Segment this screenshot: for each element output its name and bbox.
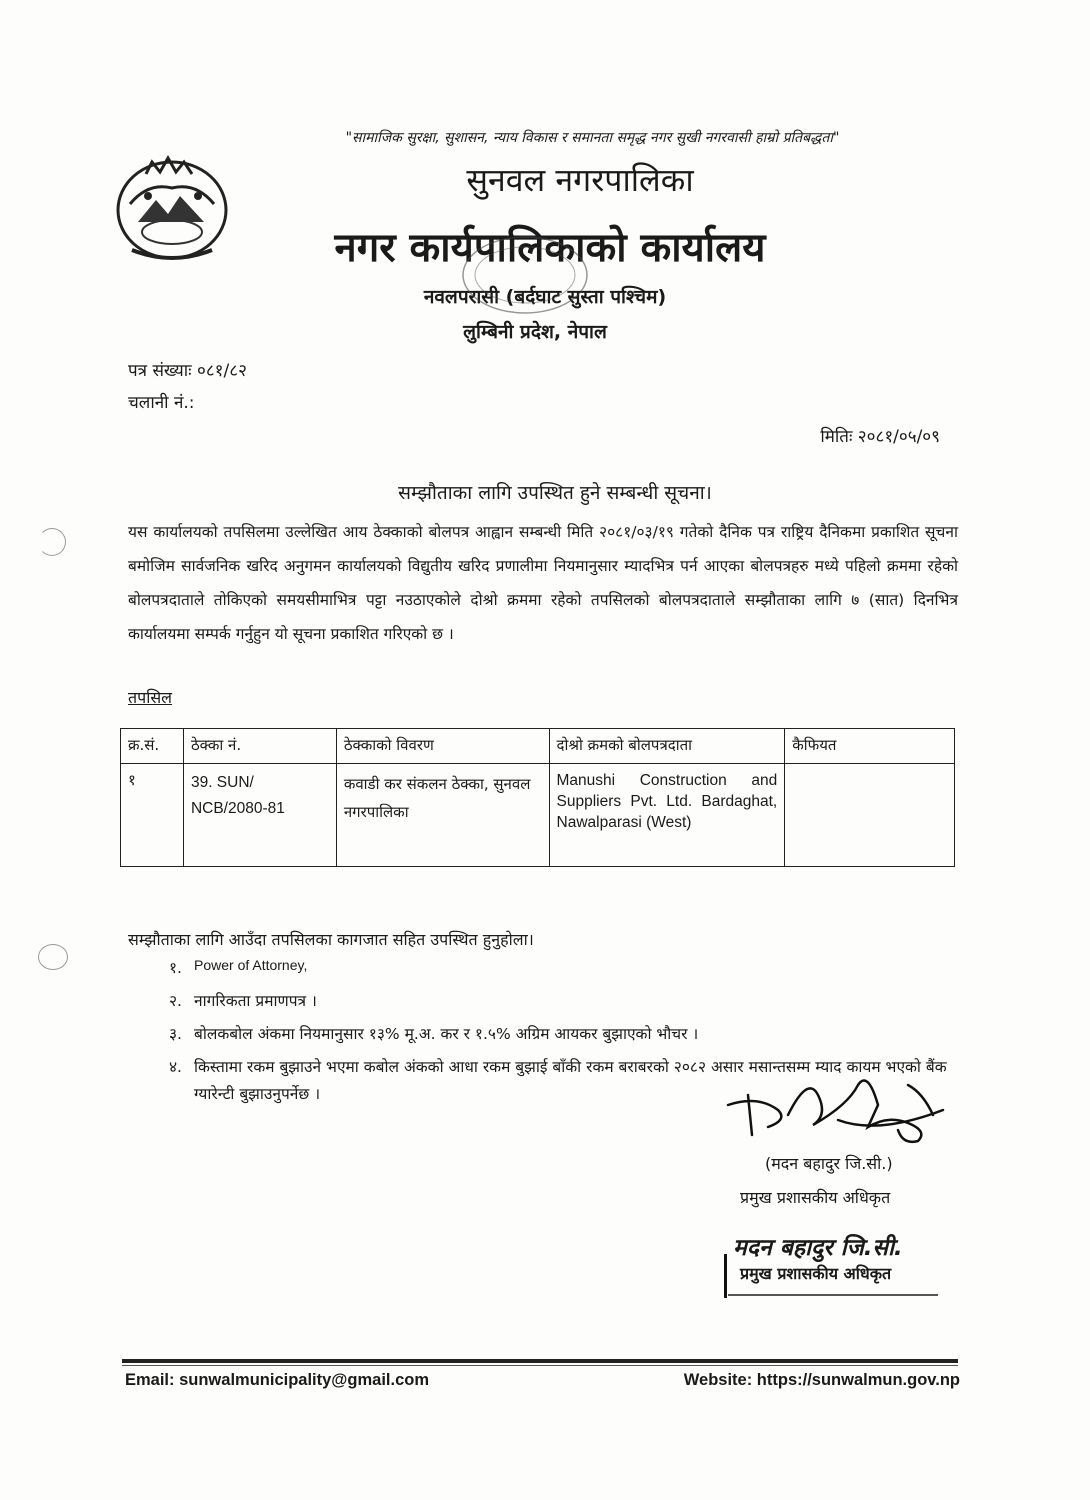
- signature-icon: [718, 1065, 958, 1150]
- footer-website[interactable]: Website: https://sunwalmun.gov.np: [683, 1371, 960, 1389]
- column-header: दोश्रो क्रमको बोलपत्रदाता: [549, 729, 785, 764]
- annex-label: तपसिल: [128, 688, 173, 707]
- municipality-name: सुनवल नगरपालिका: [466, 161, 694, 199]
- bidder-cell: Manushi Construction and Suppliers Pvt. Ltd. Bardaghat, Nawalparasi (West): [549, 764, 785, 867]
- dispatch-number: चलानी नं.:: [128, 393, 195, 413]
- address-line-1: नवलपरासी (बर्दघाट सुस्ता पश्चिम): [423, 286, 667, 308]
- punch-hole: [38, 944, 68, 970]
- letter-date: मितिः २०८१/०५/०९: [820, 427, 940, 447]
- office-name: नगर कार्यपालिकाको कार्यालय: [334, 225, 766, 271]
- column-header: कैफियत: [785, 729, 955, 764]
- list-item: [128, 955, 968, 982]
- list-item: [128, 1021, 968, 1048]
- nepal-emblem-icon: [108, 152, 236, 270]
- list-item-text: किस्तामा रकम बुझाउने भएमा कबोल अंकको आधा रकम बुझाई बाँकी रकम बराबरको २०८२ असार मसान्तसम्म म्याद कायम भएको बैंक ग्यारेन्टी बुझाउनुपर्नेछ ।: [194, 1058, 947, 1103]
- letter-number: पत्र संख्याः ०८१/८२: [128, 361, 247, 381]
- list-item-number: ३.: [169, 1025, 182, 1043]
- contract-number-cell: 39. SUN/ NCB/2080-81: [183, 764, 336, 867]
- list-item-text: नागरिकता प्रमाणपत्र ।: [194, 992, 317, 1010]
- description-cell: कवाडी कर संकलन ठेक्का, सुनवल नगरपालिका: [336, 764, 549, 867]
- footer-divider-thin: [122, 1365, 958, 1366]
- annex-table: [120, 728, 955, 867]
- table-row: [121, 764, 955, 867]
- signatory-name: (मदन बहादुर जि.सी.): [765, 1154, 893, 1173]
- seal-name: मदन बहादुर जि.सी.: [733, 1235, 903, 1261]
- seal-underline: [728, 1294, 938, 1296]
- serial-cell: १: [121, 764, 184, 867]
- remarks-cell: [785, 764, 955, 867]
- signatory-title: प्रमुख प्रशासकीय अधिकृत: [740, 1188, 891, 1207]
- seal-border: [724, 1254, 727, 1298]
- table-header-row: [121, 729, 955, 764]
- list-item-number: २.: [169, 992, 182, 1010]
- list-item-number: ४.: [169, 1058, 182, 1076]
- footer-email[interactable]: Email: sunwalmunicipality@gmail.com: [125, 1371, 429, 1389]
- list-item-text: बोलकबोल अंकमा नियमानुसार १३% मू.अ. कर र १.५% अग्रिम आयकर बुझाएको भौचर ।: [194, 1025, 699, 1043]
- office-stamp-icon: [440, 230, 610, 320]
- column-header: ठेक्का नं.: [183, 729, 336, 764]
- notice-subject: सम्झौताका लागि उपस्थित हुने सम्बन्धी सूचना।: [398, 482, 712, 504]
- list-item-number: १.: [169, 959, 182, 977]
- seal-title: प्रमुख प्रशासकीय अधिकृत: [740, 1264, 892, 1283]
- notice-body: यस कार्यालयको तपसिलमा उल्लेखित आय ठेक्काको बोलपत्र आह्वान सम्बन्धी मिति २०८१/०३/१९ गतेको दैनिक पत्र राष्ट्रिय दैनिकमा प्रकाशित सूचना बमोजिम सार्वजनिक खरिद अनुगमन कार्यालयको विद्युतीय खरिद प्रणालीमा नियमानुसार म्यादभित्र पर्न आएका बोलपत्रहरु मध्ये पहिलो क्रममा रहेको बोलपत्रदाताले तोकिएको समयसीमाभित्र पट्टा नउठाएकोले दोश्रो क्रममा रहेको तपसिलको बोलपत्रदाताले सम्झौताका लागि ७ (सात) दिनभित्र कार्यालयमा सम्पर्क गर्नुहुन यो सूचना प्रकाशित गरिएको छ ।: [128, 523, 958, 643]
- footer-divider: [122, 1359, 958, 1363]
- column-header: ठेक्काको विवरण: [336, 729, 549, 764]
- documents-intro: सम्झौताका लागि आउँदा तपसिलका कागजात सहित उपस्थित हुनुहोला।: [128, 930, 534, 949]
- punch-hole: [38, 528, 66, 556]
- list-item: [128, 988, 968, 1015]
- address-line-2: लुम्बिनी प्रदेश, नेपाल: [463, 321, 607, 343]
- list-item-text: Power of Attorney,: [194, 957, 308, 973]
- column-header: क्र.सं.: [121, 729, 184, 764]
- motto: "सामाजिक सुरक्षा, सुशासन, न्याय विकास र समानता समृद्ध नगर सुखी नगरवासी हाम्रो प्रतिबद्धता": [345, 130, 840, 146]
